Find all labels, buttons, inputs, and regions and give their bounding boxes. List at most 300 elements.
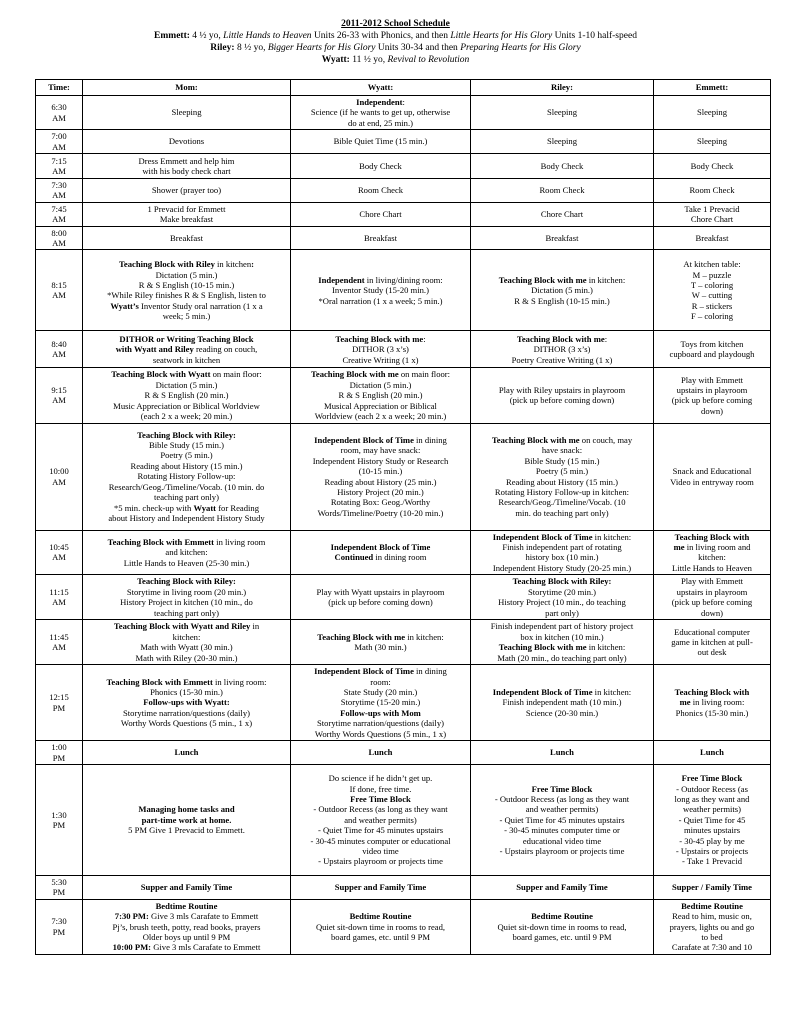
cell-line (657, 647, 767, 657)
cell-line (657, 911, 767, 921)
cell-line (294, 708, 467, 718)
cell-line (294, 597, 467, 607)
cell-line (294, 334, 467, 344)
cell-line (657, 932, 767, 942)
cell-wyatt (291, 130, 471, 154)
cell-text: Bedtime Routine (349, 911, 412, 922)
cell-line (294, 697, 467, 707)
schedule-row (36, 741, 771, 765)
time-cell (36, 130, 83, 154)
cell-text: Free Time Block (681, 773, 743, 784)
cell-text: History Project in kitchen (10 min., do (120, 597, 253, 608)
cell-line (86, 697, 287, 707)
cell-mom (83, 741, 291, 765)
cell-line (474, 161, 650, 171)
cell-line (474, 233, 650, 243)
cell-mom (83, 368, 291, 423)
cell-line (474, 846, 650, 856)
cell-line (294, 369, 467, 379)
cell-line (86, 632, 287, 642)
cell-text: min. do teaching part only) (515, 507, 609, 518)
cell-text: Breakfast (545, 232, 579, 243)
student-name: Wyatt: (321, 55, 350, 65)
cell-line (657, 576, 767, 586)
cell-line (474, 107, 650, 117)
cell-riley (471, 764, 654, 875)
cell-mom (83, 665, 291, 741)
cell-text: Body Check (359, 160, 402, 171)
cell-text: do at end, 25 min.) (348, 117, 413, 128)
student-detail: Bigger Hearts for His Glory (267, 43, 376, 53)
cell-text: Poetry Creative Writing (1 x) (511, 354, 613, 365)
cell-line (294, 97, 467, 107)
cell-mom (83, 96, 291, 130)
cell-line (657, 214, 767, 224)
cell-line (294, 804, 467, 814)
cell-text: Storytime (20 min.) (527, 586, 597, 597)
time-text: 1:00 (51, 742, 67, 753)
cell-line (86, 576, 287, 586)
cell-text: Independent History Study or Research (312, 455, 449, 466)
cell-line (86, 537, 287, 547)
time-text: AM (52, 552, 66, 563)
cell-line (657, 552, 767, 562)
cell-text: Independent Block of Time (492, 531, 593, 542)
cell-emmett (654, 620, 771, 665)
student-detail: 8 ½ yo, (234, 43, 268, 53)
cell-text: - 30-45 minutes computer or educational (310, 835, 451, 846)
cell-line (474, 209, 650, 219)
time-text: 12:15 (49, 692, 69, 703)
time-cell (36, 250, 83, 331)
cell-text: Wyatt (193, 502, 217, 513)
cell-line (657, 846, 767, 856)
cell-text: room, may have snack: (340, 445, 421, 456)
student-detail: Units 30-34 and then (375, 43, 461, 53)
cell-line (86, 290, 287, 300)
cell-line (657, 542, 767, 552)
cell-line (86, 430, 287, 440)
cell-text: At kitchen table: (683, 259, 741, 270)
time-text: AM (52, 476, 66, 487)
cell-text: reading on couch, (193, 344, 258, 355)
cell-text: Teaching Block with Riley: (137, 576, 236, 587)
time-text: 10:45 (49, 541, 69, 552)
cell-line (474, 275, 650, 285)
cell-text: 10:00 PM: (112, 942, 152, 953)
cell-text: board games, etc. until 9 PM (330, 931, 431, 942)
cell-line (294, 466, 467, 476)
cell-line (657, 395, 767, 405)
cell-riley (471, 202, 654, 226)
cell-text: Lunch (550, 747, 574, 758)
cell-text: Sleeping (696, 107, 728, 118)
cell-line (474, 597, 650, 607)
cell-line (86, 815, 287, 825)
cell-text: Lunch (174, 747, 199, 758)
cell-text: Wyatt’s (110, 300, 139, 311)
cell-text: Rotating History Follow-up in kitchen: (494, 486, 630, 497)
cell-text: - Quiet Time for 45 (678, 814, 746, 825)
cell-mom (83, 226, 291, 250)
time-text: 5:30 (51, 876, 67, 887)
cell-line (294, 233, 467, 243)
cell-line (294, 784, 467, 794)
cell-line (474, 576, 650, 586)
cell-text: Teaching Block with (674, 531, 750, 542)
time-text: PM (52, 702, 66, 713)
cell-line (474, 563, 650, 573)
cell-line (86, 185, 287, 195)
cell-text: Independent Block of Time (330, 541, 431, 552)
cell-text: (pick up before coming (671, 395, 753, 406)
cell-line (86, 440, 287, 450)
cell-text: - Upstairs playroom or projects time (318, 856, 443, 867)
cell-line (86, 461, 287, 471)
cell-line (657, 804, 767, 814)
schedule-row (36, 96, 771, 130)
cell-text: in kitchen: (586, 274, 626, 285)
cell-line (294, 587, 467, 597)
time-text: AM (52, 238, 66, 249)
student-detail: Preparing Hearts for His Glory (460, 43, 581, 53)
cell-text: room: (370, 676, 391, 687)
cell-riley (471, 530, 654, 575)
cell-text: Body Check (540, 160, 584, 171)
cell-line (86, 708, 287, 718)
cell-riley (471, 899, 654, 954)
cell-text: R & S English (10-15 min.) (514, 295, 610, 306)
cell-line (474, 136, 650, 146)
cell-line (657, 233, 767, 243)
cell-text: (pick up before coming down) (328, 597, 433, 608)
cell-text: weather permits) (683, 804, 741, 815)
schedule-row (36, 764, 771, 875)
cell-line (657, 747, 767, 757)
cell-text: Finish independent part of history project (490, 621, 634, 632)
document-header (0, 18, 791, 66)
cell-text: If done, free time. (349, 783, 412, 794)
student-line (0, 30, 791, 42)
cell-text: DITHOR (3 x’s) (352, 344, 409, 355)
cell-line (657, 784, 767, 794)
cell-line (474, 552, 650, 562)
cell-text: Give 3 mls Carafate to Emmett (151, 942, 261, 953)
cell-text: Independent (318, 274, 365, 285)
cell-text: Toys from kitchen (680, 339, 744, 350)
cell-line (294, 542, 467, 552)
schedule-row (36, 154, 771, 179)
cell-line (657, 311, 767, 321)
cell-emmett (654, 423, 771, 530)
student-line (0, 54, 791, 66)
time-cell (36, 179, 83, 203)
cell-line (474, 385, 650, 395)
time-cell (36, 620, 83, 665)
cell-text: and weather permits) (344, 814, 417, 825)
cell-text: Chore Chart (690, 214, 734, 225)
time-text: PM (52, 887, 66, 898)
cell-riley (471, 179, 654, 203)
cell-text: Worthy Words Questions (5 min., 1 x) (314, 728, 447, 739)
cell-text: Little Hands to Heaven (672, 562, 752, 573)
cell-text: down) (701, 405, 723, 416)
cell-wyatt (291, 154, 471, 179)
cell-line (657, 563, 767, 573)
cell-line (657, 608, 767, 618)
cell-text: Quiet sit-down time in rooms to read, (497, 921, 627, 932)
cell-text: part only) (545, 607, 579, 618)
cell-line (294, 285, 467, 295)
cell-line (474, 815, 650, 825)
cell-text: Teaching Block with me (491, 434, 580, 445)
cell-wyatt (291, 423, 471, 530)
cell-text: History Project (20 min.) (337, 486, 424, 497)
cell-wyatt (291, 665, 471, 741)
cell-wyatt (291, 368, 471, 423)
cell-text: with Wyatt and Riley (115, 344, 194, 355)
cell-riley (471, 250, 654, 331)
cell-text: Phonics (15-30 min.) (150, 687, 223, 698)
cell-line (474, 185, 650, 195)
cell-text: me (679, 697, 691, 708)
cell-text: Devotions (168, 136, 205, 147)
cell-text: in (250, 621, 260, 632)
cell-line (474, 836, 650, 846)
cell-line (474, 466, 650, 476)
cell-line (294, 401, 467, 411)
cell-text: in dining (413, 434, 447, 445)
time-text: AM (52, 642, 66, 653)
cell-emmett (654, 665, 771, 741)
cell-line (294, 118, 467, 128)
cell-text: Sleeping (171, 107, 202, 118)
cell-text: Teaching Block with Wyatt and Riley (113, 621, 251, 632)
cell-text: Pj’s, brush teeth, potty, read books, prayers (112, 921, 261, 932)
cell-text: in living room (214, 536, 266, 547)
cell-line (657, 901, 767, 911)
cell-mom (83, 130, 291, 154)
time-text: 11:15 (49, 586, 69, 597)
cell-line (86, 503, 287, 513)
cell-line (657, 836, 767, 846)
cell-line (294, 747, 467, 757)
cell-text: in kitchen: (405, 631, 444, 642)
cell-text: Poetry (5 min.) (535, 466, 589, 477)
cell-text: Music Appreciation or Biblical Worldview (113, 400, 260, 411)
cell-line (294, 380, 467, 390)
cell-text: prayers, lights ou and go (669, 921, 755, 932)
time-text: 7:30 (51, 180, 67, 191)
cell-line (294, 922, 467, 932)
cell-line (657, 136, 767, 146)
cell-text: Storytime narration/questions (daily) (123, 707, 250, 718)
cell-line (657, 856, 767, 866)
cell-line (474, 355, 650, 365)
cell-line (474, 456, 650, 466)
cell-line (86, 911, 287, 921)
cell-wyatt (291, 226, 471, 250)
cell-line (294, 825, 467, 835)
cell-text: Storytime narration/questions (daily) (317, 718, 444, 729)
cell-emmett (654, 875, 771, 899)
cell-line (86, 547, 287, 557)
cell-line (294, 487, 467, 497)
cell-line (657, 185, 767, 195)
cell-text: (each 2 x a week; 20 min.) (140, 411, 233, 422)
cell-text: on main floor: (398, 369, 451, 380)
cell-line (294, 411, 467, 421)
cell-line (657, 815, 767, 825)
student-name: Emmett: (154, 31, 190, 41)
cell-line (657, 627, 767, 637)
cell-riley (471, 665, 654, 741)
cell-line (657, 708, 767, 718)
cell-line (474, 487, 650, 497)
time-text: 7:00 (51, 131, 67, 142)
cell-line (294, 729, 467, 739)
cell-text: Take 1 Prevacid (684, 203, 740, 214)
cell-text: DITHOR (3 x’s) (533, 344, 591, 355)
cell-line (474, 825, 650, 835)
cell-text: Independent Block of Time (314, 434, 414, 445)
time-text: PM (52, 926, 66, 937)
cell-line (657, 375, 767, 385)
cell-line (657, 349, 767, 359)
schedule-row (36, 130, 771, 154)
cell-line (86, 233, 287, 243)
cell-line (657, 204, 767, 214)
cell-text: Inventor Study (15-20 min.) (332, 285, 429, 296)
cell-text: Play with Emmett (680, 374, 744, 385)
cell-text: down) (701, 607, 723, 618)
cell-text: Words/Timeline/Poetry (10-20 min.) (317, 507, 444, 518)
time-cell (36, 96, 83, 130)
cell-text: *While Riley finishes R & S English, listen to (107, 290, 266, 301)
cell-line (86, 932, 287, 942)
cell-text: game in kitchen at pull- (671, 636, 753, 647)
cell-line (86, 804, 287, 814)
cell-text: - Quiet Time for 45 minutes upstairs (317, 825, 444, 836)
cell-mom (83, 875, 291, 899)
cell-line (474, 708, 650, 718)
cell-wyatt (291, 179, 471, 203)
cell-text: Teaching Block with me (310, 369, 399, 380)
cell-text: Lunch (368, 747, 393, 758)
cell-text: Breakfast (695, 232, 729, 243)
cell-line (474, 532, 650, 542)
document-title: 2011-2012 School Schedule (341, 19, 450, 29)
cell-text: Teaching Block with Wyatt (111, 369, 211, 380)
time-text: 7:45 (51, 203, 67, 214)
cell-line (657, 794, 767, 804)
cell-line (86, 882, 287, 892)
cell-line (294, 355, 467, 365)
cell-line (86, 558, 287, 568)
column-header-wyatt: Wyatt: (291, 80, 471, 96)
cell-text: Quiet sit-down time in rooms to read, (315, 921, 446, 932)
cell-riley (471, 741, 654, 765)
cell-text: Dictation (5 min.) (531, 285, 593, 296)
cell-line (474, 542, 650, 552)
cell-text: Dress Emmett and help him (138, 155, 235, 166)
cell-text: Chore Chart (540, 209, 584, 220)
cell-text: Storytime in living room (20 min.) (126, 586, 247, 597)
cell-text: Body Check (690, 160, 734, 171)
cell-line (86, 492, 287, 502)
cell-text: Play with Wyatt upstairs in playroom (316, 586, 445, 597)
cell-text: Bible Quiet Time (15 min.) (333, 136, 428, 147)
cell-text: Musical Appreciation or Biblical (324, 400, 437, 411)
cell-emmett (654, 96, 771, 130)
cell-text: : (402, 97, 405, 107)
cell-line (86, 214, 287, 224)
cell-line (86, 825, 287, 835)
cell-text: and weather permits) (525, 804, 599, 815)
cell-line (474, 687, 650, 697)
cell-text: Follow-ups with Wyatt: (143, 697, 230, 708)
cell-text: board games, etc. until 9 PM (512, 931, 612, 942)
cell-text: Finish independent part of rotating (502, 541, 622, 552)
cell-line (86, 259, 287, 269)
cell-wyatt (291, 202, 471, 226)
cell-line (294, 666, 467, 676)
cell-text: with his body check chart (142, 166, 231, 177)
time-text: AM (52, 112, 66, 123)
cell-text: Little Hands to Heaven (25-30 min.) (123, 557, 250, 568)
cell-line (294, 456, 467, 466)
cell-text: : (604, 333, 608, 344)
cell-text: Bedtime Routine (681, 900, 743, 911)
student-detail: Units 26-33 with Phonics, and then (311, 31, 451, 41)
cell-line (657, 339, 767, 349)
cell-text: (pick up before coming (671, 597, 753, 608)
cell-text: Teaching Block with Riley: (137, 429, 236, 440)
time-text: 7:30 (51, 916, 67, 927)
cell-text: (pick up before coming down) (509, 395, 615, 406)
cell-text: R & S English (20 min.) (144, 390, 229, 401)
cell-line (294, 836, 467, 846)
cell-text: Science (20-30 min.) (525, 707, 599, 718)
time-text: AM (52, 597, 66, 608)
cell-line (474, 621, 650, 631)
cell-text: teaching part only) (154, 492, 219, 503)
cell-line (294, 677, 467, 687)
cell-line (657, 406, 767, 416)
cell-mom (83, 764, 291, 875)
cell-text: Do science if he didn’t get up. (328, 773, 433, 784)
time-text: AM (52, 190, 66, 201)
schedule-row (36, 665, 771, 741)
time-text: AM (52, 349, 66, 360)
cell-mom (83, 423, 291, 530)
cell-line (474, 747, 650, 757)
cell-mom (83, 575, 291, 620)
cell-line (657, 259, 767, 269)
cell-text: - Take 1 Prevacid (681, 856, 743, 867)
time-text: 1:30 (51, 809, 67, 820)
cell-mom (83, 899, 291, 954)
student-detail: Units 1-10 half-speed (552, 31, 637, 41)
time-cell (36, 530, 83, 575)
cell-emmett (654, 202, 771, 226)
cell-line (474, 653, 650, 663)
schedule-row (36, 423, 771, 530)
student-detail: Revival to Revolution (387, 55, 470, 65)
cell-line (86, 621, 287, 631)
cell-text: in kitchen: (592, 687, 632, 698)
cell-line (86, 450, 287, 460)
